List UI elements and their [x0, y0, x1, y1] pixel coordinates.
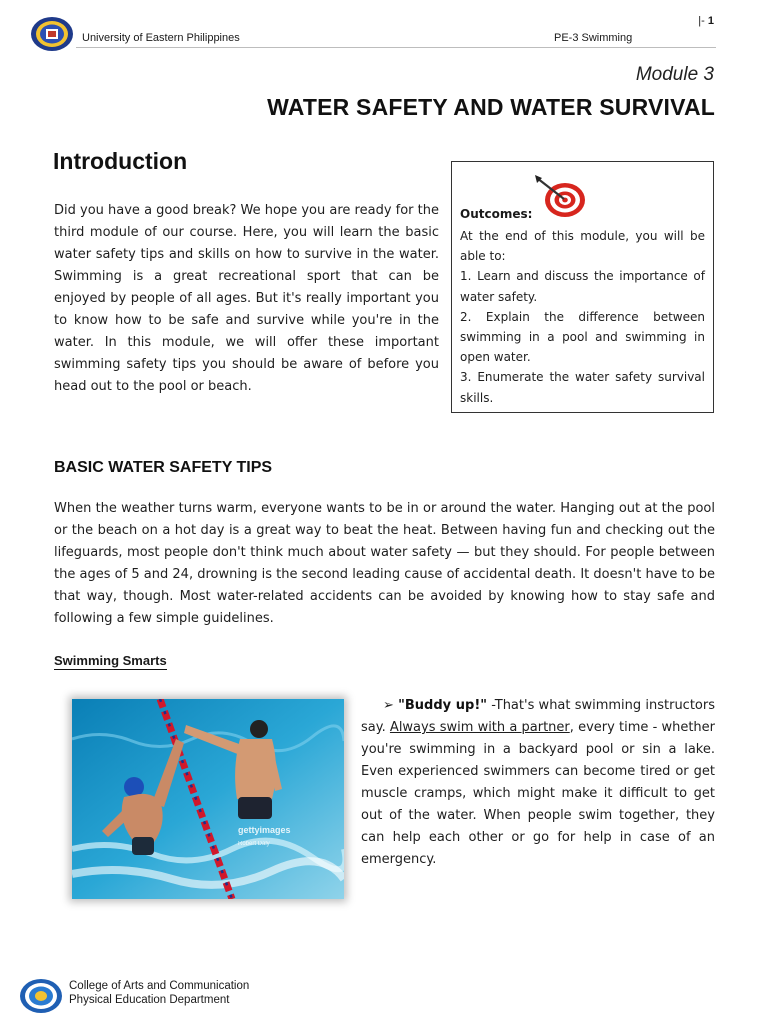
university-name: University of Eastern Philippines — [82, 32, 240, 44]
swimmers-photo — [72, 699, 344, 899]
module-label: Module 3 — [635, 64, 714, 85]
buddy-up-paragraph: ➢ "Buddy up!" -That's what swimming instructors say. Always swim with a partner, every time - whether you're swimming in a backyard pool or sin a lake. Even experienced swimmers can become tired or get muscle cramps, which might make it difficult to get out of the water. When people swim together, they can help each other or go for help in case of an emergency. — [361, 698, 716, 867]
introduction-heading: Introduction — [53, 148, 188, 174]
target-dart-icon — [533, 175, 589, 219]
outcome-item: 2. Explain the difference between swimming in a pool and swimming in open water. — [460, 309, 705, 365]
footer-college: College of Arts and Communication — [69, 980, 250, 992]
swimming-smarts-heading: Swimming Smarts — [54, 653, 167, 668]
buddy-up-lead: "Buddy up!" — [398, 698, 488, 713]
page-number: |- 1 — [698, 15, 714, 27]
swim-with-partner-emphasis: Always swim with a partner — [389, 720, 570, 735]
outcomes-lead: At the end of this module, you will be able to: — [460, 229, 705, 264]
page-title: WATER SAFETY AND WATER SURVIVAL — [267, 94, 715, 120]
outcome-item: 1. Learn and discuss the importance of water safety. — [460, 269, 705, 304]
bullet-arrow-icon: ➢ — [383, 698, 394, 713]
course-name: PE-3 Swimming — [554, 32, 633, 44]
outcomes-label: Outcomes: — [460, 207, 533, 221]
tips-heading: BASIC WATER SAFETY TIPS — [54, 459, 273, 476]
footer-department: Physical Education Department — [69, 994, 230, 1006]
college-seal-icon — [19, 978, 63, 1014]
swimmers-photo-illustration — [72, 699, 344, 899]
outcomes-list — [460, 226, 705, 408]
tips-body: When the weather turns warm, everyone wants to be in or around the water. Hanging out at the pool or the beach on a hot day is a great way to beat the heat. Between having fun and checking out the lifeguards, most people don't think much about water safety — but they should. For people between the ages of 5 and 24, drowning is the second leading cause of accidental death. It doesn't have to be that way, though. Most water-related accidents can be avoided by knowing how to stay safe and following a few simple guidelines. — [54, 501, 715, 626]
introduction-body: Did you have a good break? We hope you are ready for the third module of our course. Here, you will learn the basic water safety tips and skills on how to survive in the water. Swimming is a great recreational sport that can be enjoyed by people of all ages. But it's really important you to know how to be safe and survive while you're in the water. In this module, we will offer these important swimming safety tips you should be aware of before you head out to the pool or beach. — [54, 203, 439, 394]
header-divider — [76, 47, 716, 48]
photo-watermark: gettyimages — [238, 825, 291, 835]
photo-credit: Robert Daly — [238, 841, 270, 847]
university-seal-icon — [30, 16, 74, 52]
outcome-item: 3. Enumerate the water safety survival skills. — [460, 370, 705, 405]
